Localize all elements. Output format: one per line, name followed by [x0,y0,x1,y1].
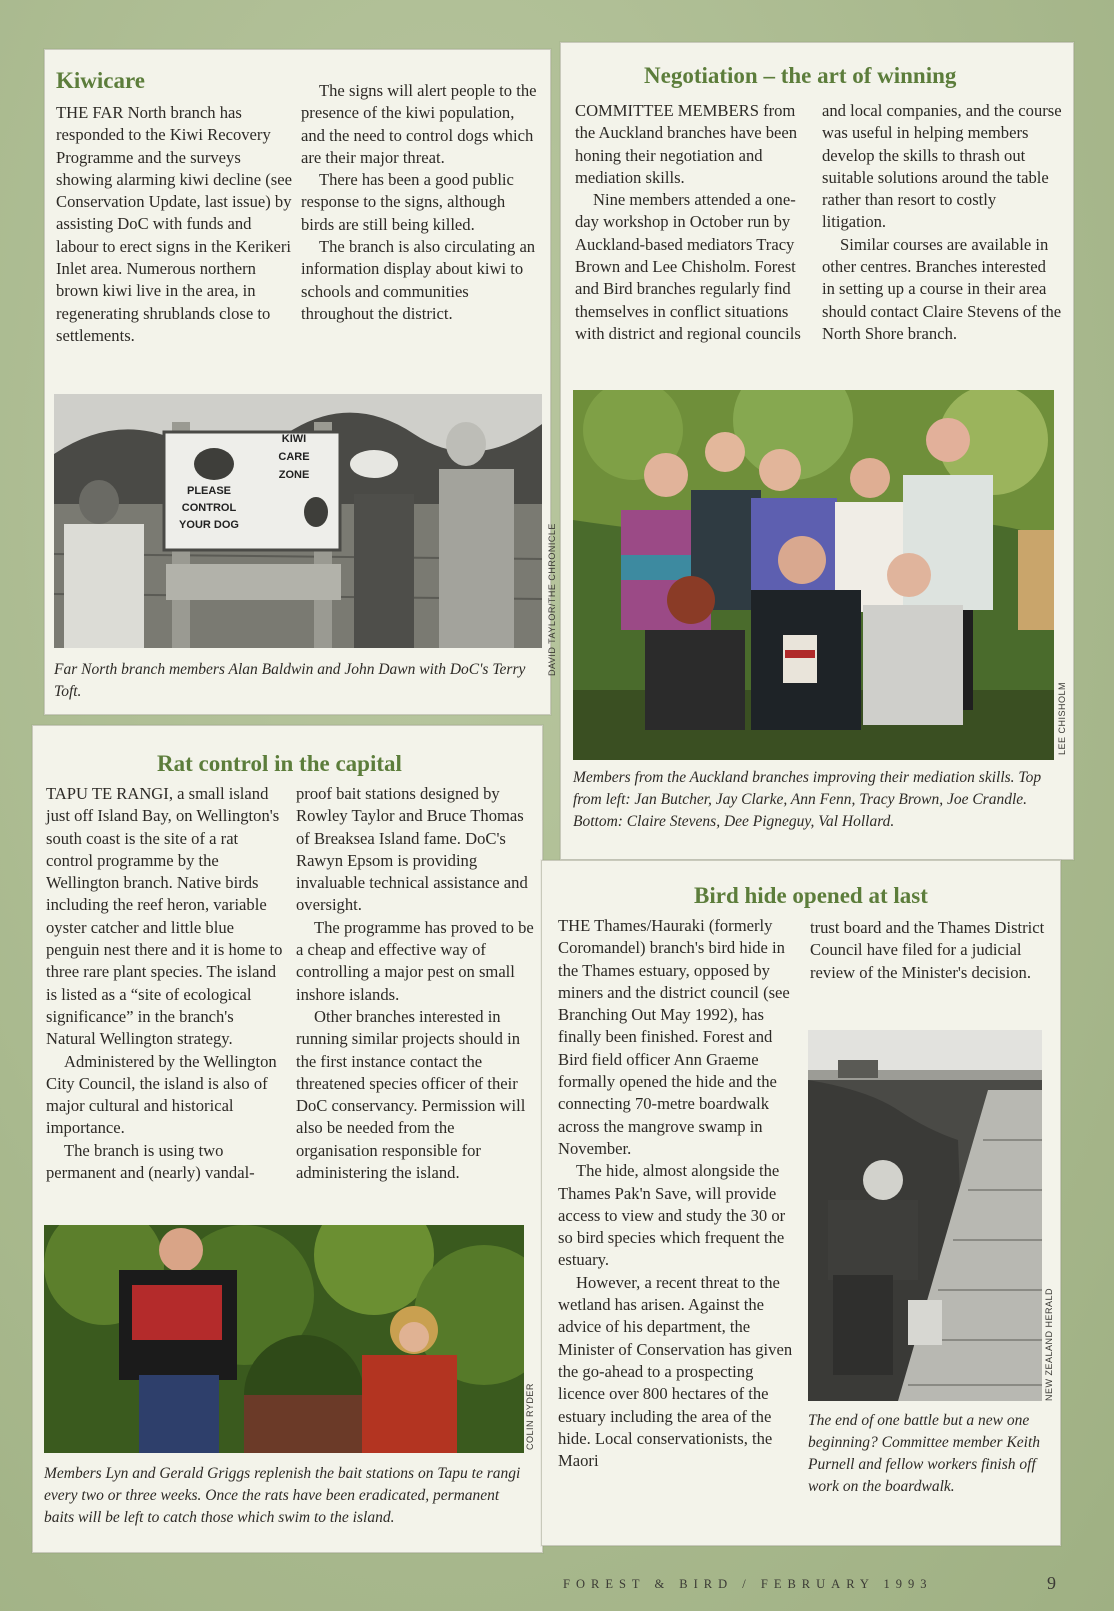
birdhide-caption: The end of one battle but a new one beginning? Committee member Keith Purnell and fellow workers finish off work on the boardwalk. [808,1412,1041,1495]
paragraph: The programme has proved to be a cheap and effective way of controlling a major pest on small inshore islands. [296,917,534,1004]
paragraph: THE FAR North branch has responded to the Kiwi Recovery Programme and the surveys showing alarming kiwi decline (see Conservation Update, last issue) by assisting DoC with funds and labour to erect signs in the Kerikeri Inlet area. Numerous northern brown kiwi live in the area, in regenerating shrublands close to settlements. [56,103,292,345]
photo-credit: LEE CHISHOLM [1057,681,1067,755]
rat-col2 [296,783,534,1184]
photo-credit: DAVID TAYLOR/THE CHRONICLE [547,523,557,676]
sign-line: CARE [278,451,310,463]
paragraph: Similar courses are available in other centres. Branches interested in setting up a course in their area should contact Claire Stevens of the North Shore branch. [822,234,1062,343]
sign-line: CONTROL [181,502,237,514]
kiwicare-caption: Far North branch members Alan Baldwin and John Dawn with DoC's Terry Toft. [54,661,526,700]
paragraph: THE Thames/Hauraki (formerly Coromandel) branch's bird hide in the Thames estuary, opposed by miners and the district council (see Branching Out May 1992), has finally been finished. Forest and Bird field officer Ann Graeme formally opened the hide and the connecting 70-metre boardwalk across the mangrove swamp in November. [558,916,790,1158]
paragraph: Administered by the Wellington City Council, the island is also of major cultural and historical importance. [46,1051,277,1138]
photo-credit: NEW ZEALAND HERALD [1044,1287,1054,1401]
birdhide-col2 [810,917,1048,984]
kiwi-sign-text [244,430,344,484]
paragraph: and local companies, and the course was useful in helping members develop the skills to thrash out suitable solutions around the table rather than resort to costly litigation. [822,101,1062,232]
sign-line: ZONE [278,469,310,481]
kiwicare-col1 [56,102,292,347]
rat-photo [44,1225,524,1453]
footer-publication: FOREST & BIRD / FEBRUARY 1993 [563,1577,933,1591]
paragraph: COMMITTEE MEMBERS from the Auckland branches have been honing their negotiation and mediation skills. [575,101,798,187]
paragraph: The branch is also circulating an information display about kiwi to schools and communities throughout the district. [301,237,536,323]
paragraph: proof bait stations designed by Rowley Taylor and Bruce Thomas of Breaksea Island fame. DoC's Rawyn Epsom is providing invaluable technical assistance and oversight. [296,784,528,915]
paragraph: There has been a good public response to the signs, although birds are still being killed. [301,170,514,234]
sign-line: PLEASE [186,485,231,497]
rat-title: Rat control in the capital [157,751,402,776]
negotiation-photo [573,390,1054,760]
birdhide-col1 [558,915,794,1472]
rat-caption: Members Lyn and Gerald Griggs replenish the bait stations on Tapu te rangi every two or three weeks. Once the rats have been eradicated, permanent baits will be left to catch those which swim to the island. [44,1465,521,1526]
paragraph: TAPU TE RANGI, a small island just off Island Bay, on Wellington's south coast is the site of a rat control programme by the Wellington branch. Native birds including the reef heron, variable oyster catcher and little blue penguin nest there and it is home to three rare plant species. The island is listed as a “site of ecological significance” in the branch's Natural Wellington strategy. [46,784,283,1049]
kiwicare-title: Kiwicare [56,68,145,93]
birdhide-title: Bird hide opened at last [694,883,928,908]
paragraph: The hide, almost alongside the Thames Pak'n Save, will provide access to view and study the 30 or so bird species which frequent the estuary. [558,1161,786,1270]
paragraph: The signs will alert people to the presence of the kiwi population, and the need to control dogs which are their major threat. [301,81,537,167]
paragraph: trust board and the Thames District Council have filed for a judicial review of the Minister's decision. [810,918,1045,982]
negotiation-col1 [575,100,813,345]
sign-line: KIWI [281,433,307,445]
paragraph: Nine members attended a one-day workshop in October run by Auckland-based mediators Tracy Brown and Lee Chisholm. Forest and Bird branches regularly find themselves in conflict situations with district and regional councils [575,190,801,343]
paragraph: Other branches interested in running similar projects should in the first instance contact the threatened species officer of their DoC conservancy. Permission will also be needed from the organisation responsible for administering the island. [296,1006,526,1183]
photo-credit: COLIN RYDER [525,1383,535,1450]
paragraph: However, a recent threat to the wetland has arisen. Against the advice of his department, the Minister of Conservation has given the go-ahead to a prospecting licence over 800 hectares of the estuary including the area of the hide. Local conservationists, the Maori [558,1272,793,1471]
page-number: 9 [1047,1573,1056,1593]
rat-col1 [46,783,284,1184]
sign-line: YOUR DOG [179,519,239,531]
kiwicare-col2 [301,80,541,325]
kiwi-sign-text-lower [164,483,254,534]
birdhide-photo [808,1030,1042,1401]
kiwicare-photo [54,394,542,648]
paragraph: The branch is using two permanent and (nearly) vandal- [46,1140,255,1183]
negotiation-title: Negotiation – the art of winning [644,63,957,88]
negotiation-col2 [822,100,1062,345]
negotiation-caption: Members from the Auckland branches improving their mediation skills. Top from left: Jan Butcher, Jay Clarke, Ann Fenn, Tracy Brown, Joe Crandle. Bottom: Claire Stevens, Dee Pigneguy, Val Hollard. [573,769,1042,830]
